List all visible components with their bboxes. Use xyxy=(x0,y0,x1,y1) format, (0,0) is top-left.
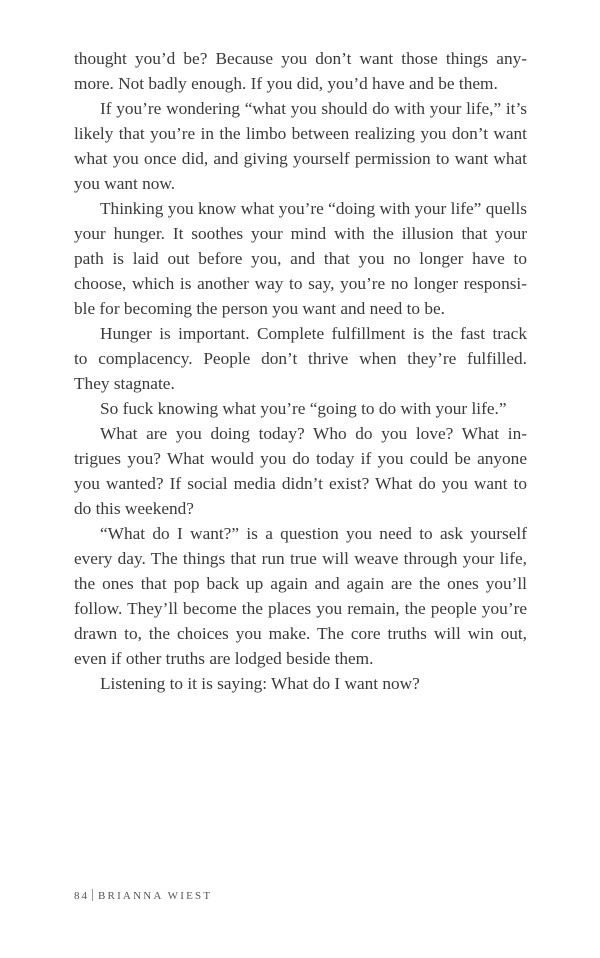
text-line: “What do I want?” is a question you need to ask yourself xyxy=(100,524,527,543)
text-line: choose, which is another way to say, you’re no longer responsi- xyxy=(74,274,527,293)
paragraph xyxy=(74,196,527,321)
body-text xyxy=(74,46,527,696)
text-line: the ones that pop back up again and again are the ones you’ll xyxy=(74,574,527,593)
text-line: Hunger is important. Complete fulfillment is the fast track xyxy=(100,324,527,343)
text-line: your hunger. It soothes your mind with the illusion that your xyxy=(74,224,527,243)
paragraph xyxy=(74,46,527,96)
text-line: you wanted? If social media didn’t exist? What do you want to xyxy=(74,474,527,493)
text-line: So fuck knowing what you’re “going to do with your life.” xyxy=(100,399,507,418)
text-line: They stagnate. xyxy=(74,374,175,393)
text-line: Thinking you know what you’re “doing with your life” quells xyxy=(100,199,527,218)
text-line: you want now. xyxy=(74,174,176,193)
text-line: If you’re wondering “what you should do with your life,” it’s xyxy=(100,99,527,118)
page-footer xyxy=(74,889,212,902)
text-line: thought you’d be? Because you don’t want those things any- xyxy=(74,49,527,68)
paragraph xyxy=(74,671,527,696)
text-line: follow. They’ll become the places you remain, the people you’re xyxy=(74,599,527,618)
paragraph xyxy=(74,521,527,671)
text-line: more. Not badly enough. If you did, you’d have and be them. xyxy=(74,74,498,93)
paragraph xyxy=(74,396,527,421)
text-line: path is laid out before you, and that you no longer have to xyxy=(74,249,527,268)
author-name: BRIANNA WIEST xyxy=(98,890,213,902)
text-line: what you once did, and giving yourself permission to want what xyxy=(74,149,527,168)
text-line: do this weekend? xyxy=(74,499,194,518)
footer-divider xyxy=(92,889,93,901)
text-line: ble for becoming the person you want and need to be. xyxy=(74,299,445,318)
text-line: What are you doing today? Who do you love? What in- xyxy=(100,424,527,443)
text-line: Listening to it is saying: What do I want now? xyxy=(100,674,420,693)
paragraph xyxy=(74,96,527,196)
paragraph xyxy=(74,421,527,521)
text-line: even if other truths are lodged beside them. xyxy=(74,649,374,668)
text-line: to complacency. People don’t thrive when they’re fulfilled. xyxy=(74,349,527,368)
text-line: trigues you? What would you do today if you could be anyone xyxy=(74,449,527,468)
paragraph xyxy=(74,321,527,396)
text-line: likely that you’re in the limbo between realizing you don’t want xyxy=(74,124,527,143)
text-line: drawn to, the choices you make. The core truths will win out, xyxy=(74,624,527,643)
page-number: 84 xyxy=(74,890,89,902)
text-line: every day. The things that run true will weave through your life, xyxy=(74,549,527,568)
